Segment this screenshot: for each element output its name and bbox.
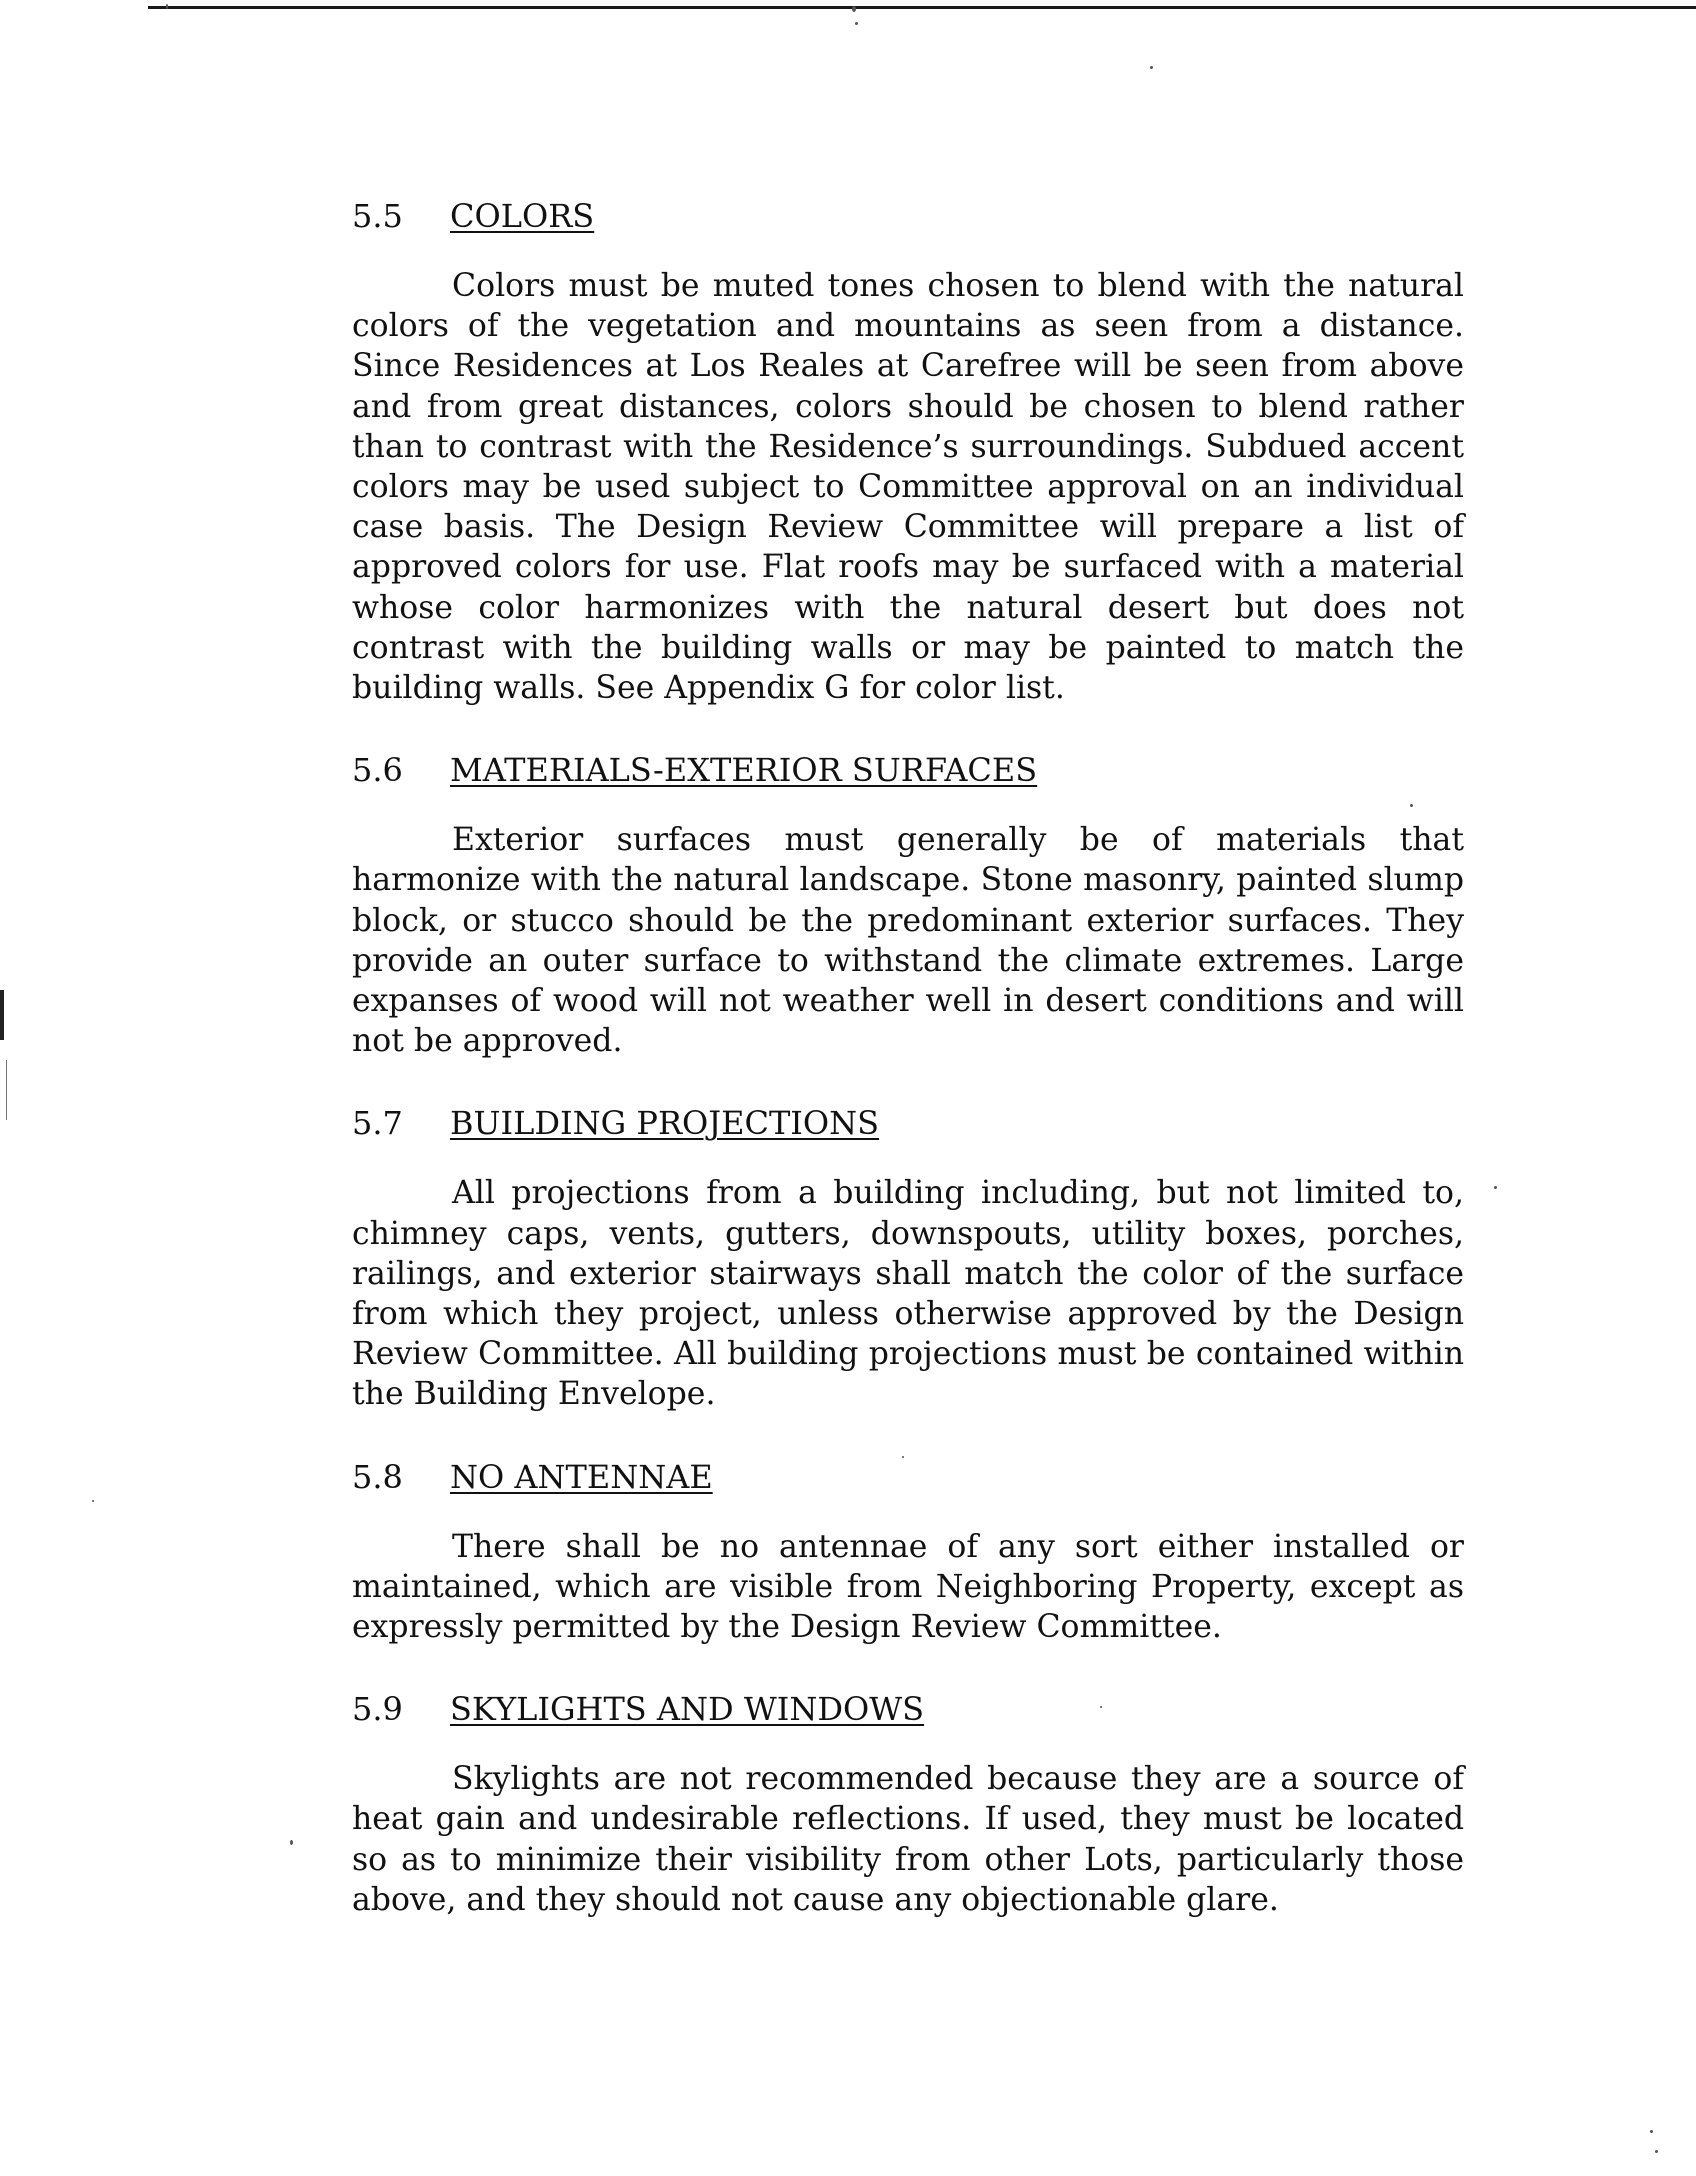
section-heading [352, 750, 1464, 790]
top-rule [148, 6, 1696, 9]
section-colors [352, 196, 1464, 708]
scan-speck [1655, 2150, 1658, 2153]
section-heading [352, 196, 1464, 236]
scan-speck [92, 1500, 94, 1502]
section-number: 5.7 [352, 1104, 403, 1143]
section-title: NO ANTENNAE [450, 1457, 713, 1496]
section-skylights-and-windows [352, 1689, 1464, 1920]
scan-speck [1150, 66, 1153, 69]
section-number: 5.8 [352, 1457, 403, 1496]
section-heading [352, 1689, 1464, 1729]
section-title: COLORS [450, 197, 595, 235]
section-heading [352, 1457, 1464, 1497]
scan-speck [290, 1840, 293, 1845]
section-no-antennae [352, 1457, 1464, 1648]
section-body: Exterior surfaces must generally be of materials that harmonize with the natural landscape. Stone masonry, painted slump block, or stucco should be the predominant exterior surfaces. They provide an outer surface to withstand the climate extremes. Large expanses of wood will not weather well in desert conditions and will not be approved. [352, 822, 1464, 1060]
section-heading [352, 1103, 1464, 1143]
scan-speck [855, 22, 858, 25]
section-body: All projections from a building including, but not limited to, chimney caps, vents, gutters, downspouts, utility boxes, porches, railings, and exterior stairways shall match the color of the surface from which they project, unless otherwise approved by the Design Review Committee. All building projections must be contained within the Building Envelope. [352, 1175, 1464, 1413]
section-body: There shall be no antennae of any sort either installed or maintained, which are visible from Neighboring Property, except as expressly permitted by the Design Review Committee. [352, 1528, 1464, 1646]
section-title: BUILDING PROJECTIONS [450, 1104, 880, 1143]
scan-speck [166, 4, 168, 9]
section-materials-exterior-surfaces [352, 750, 1464, 1061]
scan-speck [1494, 1186, 1497, 1189]
document-content [352, 196, 1464, 1920]
scan-edge-mark [6, 1060, 7, 1120]
section-title: MATERIALS-EXTERIOR SURFACES [450, 751, 1038, 790]
section-number: 5.5 [352, 197, 403, 235]
scan-speck [852, 6, 856, 12]
section-building-projections [352, 1103, 1464, 1414]
scan-edge-mark [0, 990, 4, 1040]
section-number: 5.9 [352, 1690, 403, 1729]
section-title: SKYLIGHTS AND WINDOWS [450, 1690, 925, 1729]
section-body: Colors must be muted tones chosen to blend with the natural colors of the vegetation and mountains as seen from a distance. Since Residences at Los Reales at Carefree will be seen from above and from great distances, colors should be chosen to blend rather than to contrast with the Residence’s surroundings. Subdued accent colors may be used subject to Committee approval on an individual case basis. The Design Review Committee will prepare a list of approved colors for use. Flat roofs may be surfaced with a material whose color harmonizes with the natural desert but does not contrast with the building walls or may be painted to match the building walls. See Appendix G for color list. [352, 268, 1464, 707]
section-number: 5.6 [352, 751, 403, 790]
scan-speck [1650, 2130, 1653, 2133]
section-body: Skylights are not recommended because they are a source of heat gain and undesirable reflections. If used, they must be located so as to minimize their visibility from other Lots, particularly those above, and they should not cause any objectionable glare. [352, 1761, 1464, 1918]
